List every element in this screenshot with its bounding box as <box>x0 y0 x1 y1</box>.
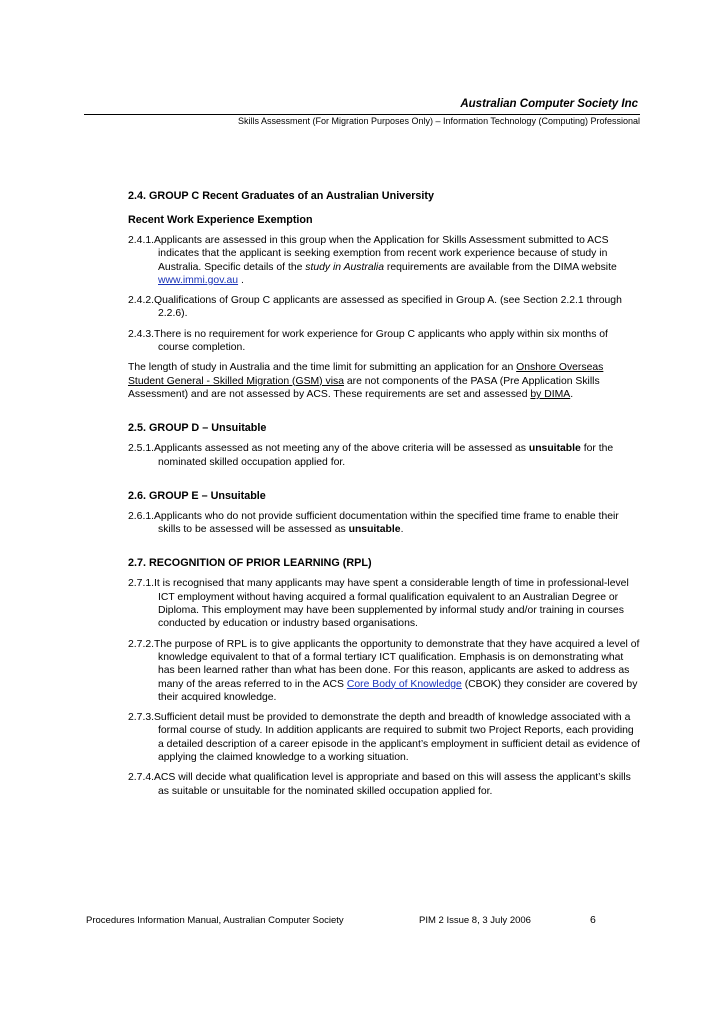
clause-text: . <box>238 274 244 286</box>
clause-text: (CBOK) they consider are covered by their acquired knowledge. <box>158 678 638 703</box>
footer-manual-title: Procedures Information Manual, Australian Computer Society <box>86 915 344 926</box>
clause-text: requirements are available from the DIMA website <box>384 261 617 273</box>
clause-2-7-4 <box>128 771 640 798</box>
section-2-4-subtitle: Recent Work Experience Exemption <box>128 214 313 226</box>
clause-number: 2.7.3. <box>128 712 154 724</box>
clause-2-5-1 <box>128 442 640 469</box>
dima-reference: by DIMA <box>530 388 571 400</box>
clause-2-4-1 <box>128 234 640 287</box>
immi-website-link[interactable]: www.immi.gov.au <box>158 274 239 286</box>
clause-bold: unsuitable <box>528 443 581 455</box>
clause-2-7-2 <box>128 638 640 704</box>
gsm-visa-reference: Onshore Overseas Student General - Skilled Migration (GSM) visa <box>128 362 604 387</box>
page-number: 6 <box>590 914 596 926</box>
clause-2-6-1 <box>128 510 640 537</box>
section-2-7-title: 2.7. RECOGNITION OF PRIOR LEARNING (RPL) <box>128 557 372 570</box>
paragraph-text: are not components of the PASA (Pre Application Skills Assessment) and are not assessed by ACS. These requirements are set and assessed <box>128 375 600 400</box>
clause-2-7-1 <box>128 577 640 630</box>
clause-text: Qualifications of Group C applicants are assessed as specified in Group A. (see Section 2.2.1 through 2.2.6). <box>154 295 622 320</box>
clause-number: 2.7.2. <box>128 638 154 650</box>
clause-number: 2.4.2. <box>128 295 154 307</box>
clause-text: for the nominated skilled occupation applied for. <box>158 443 614 468</box>
cbok-link[interactable]: Core Body of Knowledge <box>346 678 462 690</box>
clause-number: 2.4.1. <box>128 235 154 246</box>
clause-2-4-2 <box>128 294 640 321</box>
clause-text: Applicants are assessed in this group when the Application for Skills Assessment submitted to ACS indicates that the applicant is seeking exemption from recent work experience because of study in Australia. Specific details of the <box>154 235 609 273</box>
header-organization: Australian Computer Society Inc <box>460 98 638 110</box>
paragraph-text: The length of study in Australia and the time limit for submitting an application for an <box>128 362 517 374</box>
clause-number: 2.4.3. <box>128 328 154 340</box>
clause-text: Applicants assessed as not meeting any of the above criteria will be assessed as <box>154 443 529 455</box>
clause-bold: unsuitable <box>348 524 401 536</box>
section-2-4-paragraph <box>128 361 640 401</box>
page-content <box>128 189 640 798</box>
clause-text: . <box>400 524 404 536</box>
clause-number: 2.6.1. <box>128 510 154 522</box>
header-subtitle: Skills Assessment (For Migration Purposes Only) – Information Technology (Computing) Professional <box>237 116 640 126</box>
clause-italic: study in Australia <box>305 261 385 273</box>
clause-2-4-3 <box>128 328 640 355</box>
clause-text: It is recognised that many applicants may have spent a considerable length of time in professional-level ICT employment without having acquired a formal qualification equivalent to an Australian Degree or Diploma. This employment may have been supplemented by informal study and/or training in courses conducted by education or industry based organisations. <box>154 578 629 630</box>
clause-number: 2.7.4. <box>128 772 154 784</box>
clause-number: 2.5.1. <box>128 443 154 455</box>
section-2-6-title: 2.6. GROUP E – Unsuitable <box>128 489 266 502</box>
section-2-5-title: 2.5. GROUP D – Unsuitable <box>128 422 267 435</box>
section-2-4-title: 2.4. GROUP C Recent Graduates of an Australian University <box>128 190 435 202</box>
clause-text: The purpose of RPL is to give applicants the opportunity to demonstrate that they have acquired a level of knowledge equivalent to that of a formal tertiary ICT qualification. Emphasis is on demonstrating what has been learned rather than what has been done. For this reason, applicants are asked to address as many of the areas referred to in the ACS <box>154 638 640 690</box>
paragraph-text: . <box>570 388 574 400</box>
clause-text: ACS will decide what qualification level is appropriate and based on this will assess the applicant’s skills as suitable or unsuitable for the nominated skilled occupation applied for. <box>154 772 631 797</box>
footer-issue: PIM 2 Issue 8, 3 July 2006 <box>419 915 531 926</box>
clause-text: There is no requirement for work experience for Group C applicants who apply within six months of course completion. <box>154 328 608 354</box>
clause-text: Applicants who do not provide sufficient documentation within the specified time frame to enable their skills to be assessed will be assessed as <box>154 510 619 536</box>
header-rule <box>84 114 640 115</box>
clause-text: Sufficient detail must be provided to demonstrate the depth and breadth of knowledge associated with a formal course of study. In addition applicants are required to submit two Project Reports, each providing a detailed description of a career episode in the applicant’s employment in sufficient detail as evidence of applying the claimed knowledge to a working situation. <box>154 712 640 764</box>
clause-2-7-3 <box>128 711 640 764</box>
clause-number: 2.7.1. <box>128 578 154 590</box>
